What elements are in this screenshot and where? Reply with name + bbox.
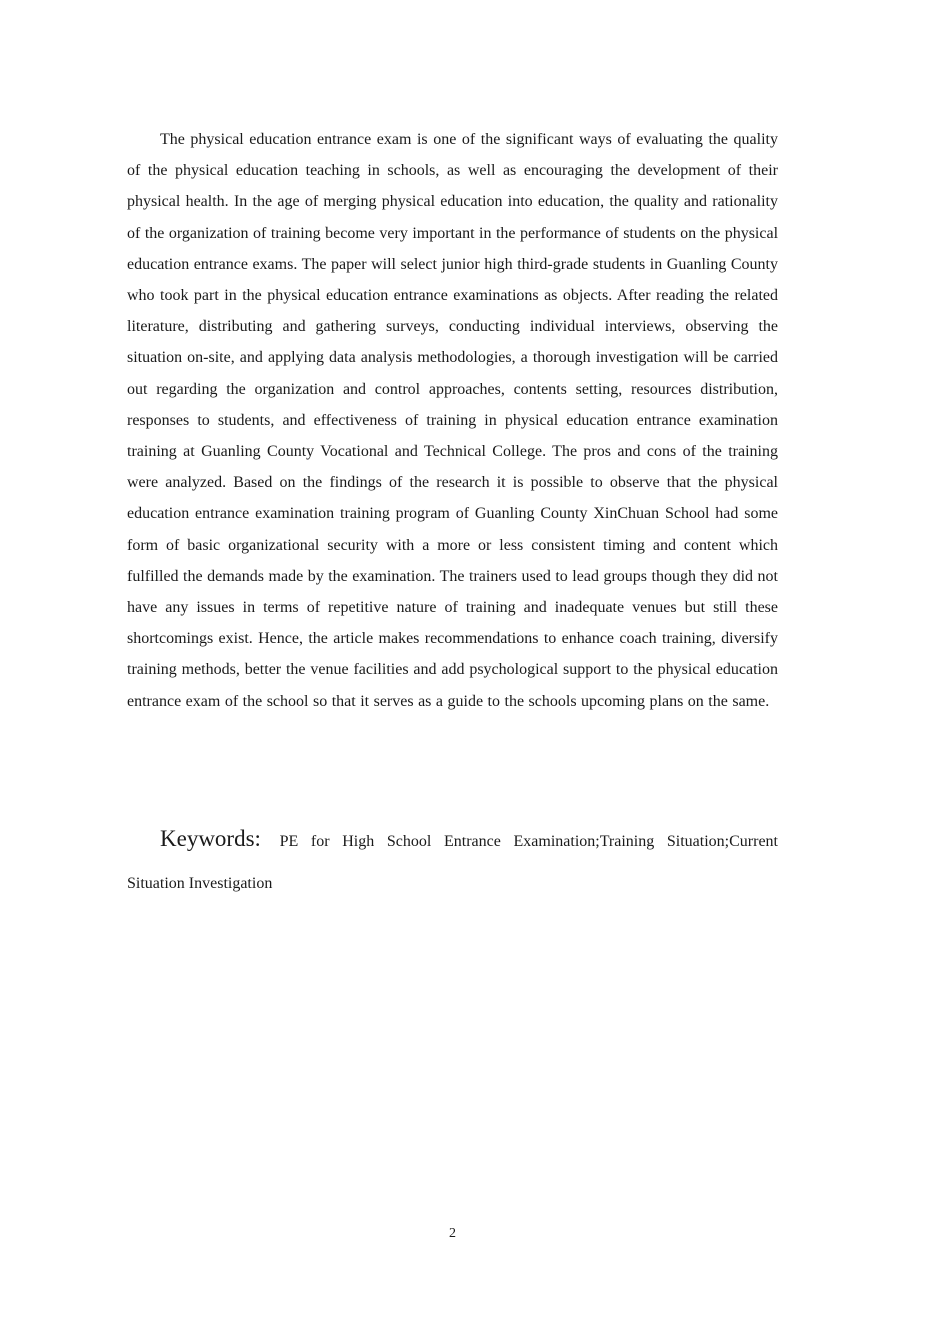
- keywords-text: PE for High School Entrance Examination;Training Situation;Current Situation Investigation: [127, 833, 778, 892]
- page-number: 2: [449, 1226, 456, 1241]
- keywords-line: [127, 818, 778, 905]
- keywords-label: Keywords:: [160, 826, 261, 851]
- abstract-paragraph: The physical education entrance exam is one of the significant ways of evaluating the quality of the physical education teaching in schools, as well as encouraging the development of their physical health. In the age of merging physical education into education, the quality and rationality of the organization of training become very important in the performance of students on the physical education entrance exams. The paper will select junior high third-grade students in Guanling County who took part in the physical education entrance examinations as objects. After reading the related literature, distributing and gathering surveys, conducting individual interviews, observing the situation on-site, and applying data analysis methodologies, a thorough investigation will be carried out regarding the organization and control approaches, contents setting, resources distribution, responses to students, and effectiveness of training in physical education entrance examination training at Guanling County Vocational and Technical College. The pros and cons of the training were analyzed. Based on the findings of the research it is possible to observe that the physical education entrance examination training program of Guanling County XinChuan School had some form of basic organizational security with a more or less consistent timing and content which fulfilled the demands made by the examination. The trainers used to lead groups though they did not have any issues in terms of repetitive nature of training and inadequate venues but still these shortcomings exist. Hence, the article makes recommendations to enhance coach training, diversify training methods, better the venue facilities and add psychological support to the physical education entrance exam of the school so that it serves as a guide to the schools upcoming plans on the same.: [127, 131, 779, 710]
